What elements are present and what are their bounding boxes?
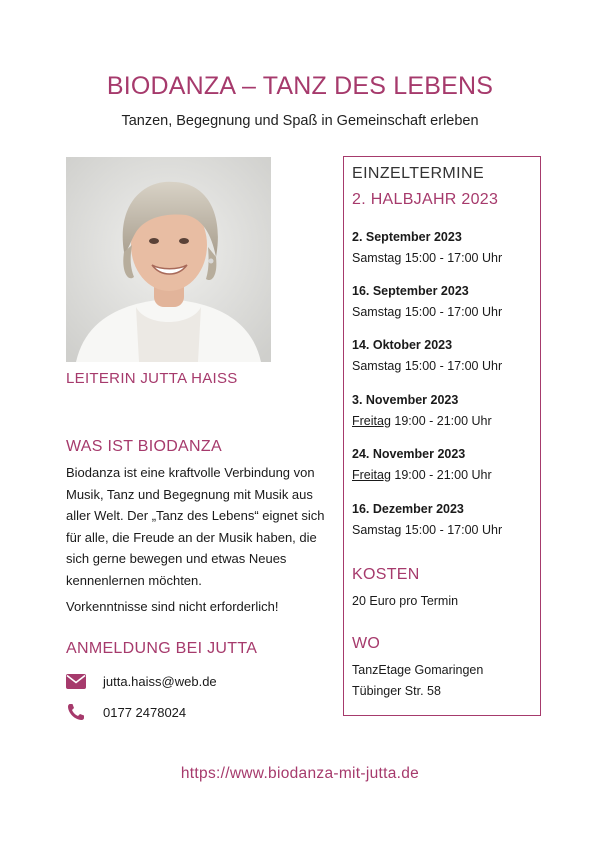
schedule-heading: EINZELTERMINE: [352, 165, 485, 182]
date-day: Samstag: [352, 523, 402, 537]
date-day: Samstag: [352, 251, 402, 265]
location-heading: WO: [352, 635, 381, 652]
costs-heading: KOSTEN: [352, 566, 420, 583]
about-line: für alle, die Freude an der Musik haben, die: [66, 529, 317, 545]
page-title: BIODANZA – TANZ DES LEBENS: [106, 72, 494, 100]
date-label: 24. November 2023: [352, 447, 466, 461]
date-time: 15:00 - 17:00 Uhr: [404, 359, 503, 373]
date-label: 14. Oktober 2023: [352, 338, 453, 352]
date-label: 16. Dezember 2023: [352, 502, 464, 516]
phone-row: [66, 703, 186, 721]
location-name: TanzEtage Gomaringen: [352, 663, 484, 677]
about-line: aller Welt. Der „Tanz des Lebens“ eignet sich: [66, 508, 325, 523]
date-label: 3. November 2023: [352, 393, 459, 407]
email-row: [66, 672, 217, 690]
about-line: kennenlernen möchten.: [66, 572, 202, 588]
phone-icon: [66, 703, 86, 721]
date-item: [352, 499, 502, 541]
about-line: Biodanza ist eine kraftvolle Verbindung von: [66, 465, 315, 480]
date-label: 2. September 2023: [352, 230, 462, 244]
date-day: Freitag: [352, 414, 391, 428]
portrait-photo: [66, 157, 271, 362]
date-item: [352, 444, 492, 486]
email-link[interactable]: jutta.haiss@web.de: [103, 673, 217, 689]
website-link[interactable]: https://www.biodanza-mit-jutta.de: [180, 765, 420, 782]
page-subtitle: Tanzen, Begegnung und Spaß in Gemeinschaft erleben: [121, 113, 479, 129]
costs-text: 20 Euro pro Termin: [352, 594, 459, 608]
about-line: Musik, Tanz und Begegnung mit Musik aus: [66, 486, 313, 502]
date-day: Freitag: [352, 468, 391, 482]
about-heading: WAS IST BIODANZA: [66, 438, 222, 455]
mail-icon: [66, 672, 86, 690]
about-text: [66, 462, 328, 591]
photo-caption: LEITERIN JUTTA HAISS: [66, 370, 238, 387]
phone-number[interactable]: 0177 2478024: [103, 704, 187, 720]
date-item: [352, 281, 502, 323]
date-time: 19:00 - 21:00 Uhr: [394, 414, 492, 428]
date-time: 15:00 - 17:00 Uhr: [404, 305, 503, 319]
date-label: 16. September 2023: [352, 284, 469, 298]
date-time: 19:00 - 21:00 Uhr: [394, 468, 492, 482]
date-item: [352, 227, 502, 269]
location-street: Tübinger Str. 58: [352, 684, 441, 698]
schedule-period: 2. HALBJAHR 2023: [352, 191, 499, 208]
date-time: 15:00 - 17:00 Uhr: [404, 523, 503, 537]
about-line: sich gerne bewegen und etwas Neues: [66, 551, 287, 566]
date-item: [352, 335, 502, 377]
schedule-box: [343, 156, 541, 716]
date-day: Samstag: [352, 305, 402, 319]
date-time: 15:00 - 17:00 Uhr: [404, 251, 503, 265]
date-day: Samstag: [352, 359, 402, 373]
about-note: Vorkenntnisse sind nicht erforderlich!: [66, 599, 279, 614]
date-item: [352, 390, 492, 432]
registration-heading: ANMELDUNG BEI JUTTA: [66, 640, 258, 657]
